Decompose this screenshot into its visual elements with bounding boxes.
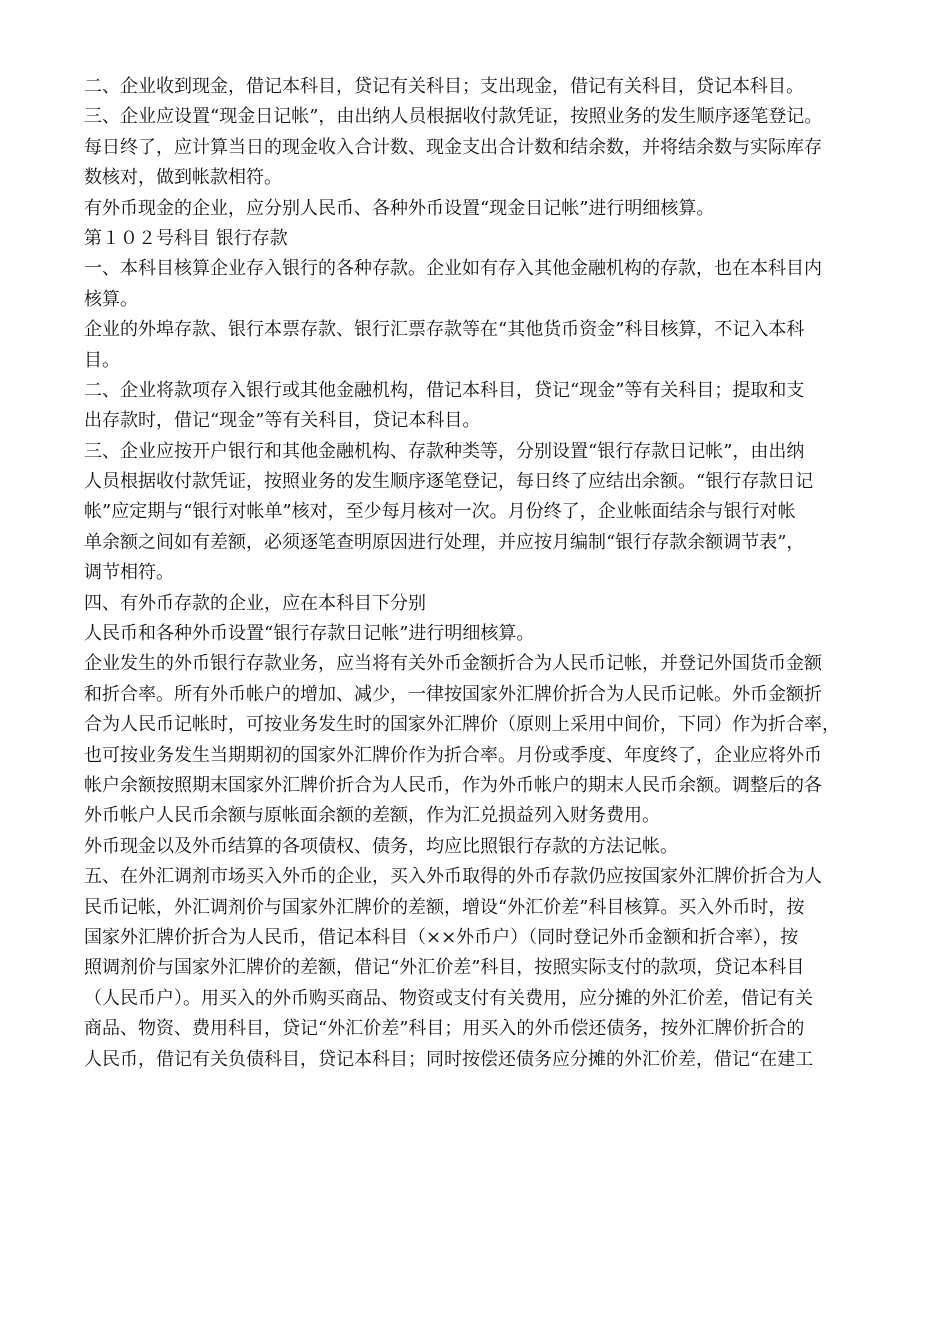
text-line: 每日终了，应计算当日的现金收入合计数、现金支出合计数和结余数，并将结余数与实际库存 [84,136,822,158]
text-line: 核算。 [84,288,138,310]
text-line: 民币记帐，外汇调剂价与国家外汇牌价的差额，增设“外汇价差”科目核算。买入外币时，按 [84,896,805,918]
text-line: 人民币和各种外币设置“银行存款日记帐”进行明细核算。 [84,623,535,645]
text-line: 国家外汇牌价折合为人民币，借记本科目（××外币户）（同时登记外币金额和折合率），按 [84,926,799,948]
text-line: 有外币现金的企业，应分别人民币、各种外币设置“现金日记帐”进行明细核算。 [84,197,715,219]
document-body [84,72,884,1075]
text-line: 三、企业应按开户银行和其他金融机构、存款种类等，分别设置“银行存款日记帐”，由出纳 [84,440,805,462]
text-line: 人民币，借记有关负债科目，贷记本科目；同时按偿还债务应分摊的外汇价差，借记“在建工 [84,1048,814,1070]
text-line: 企业发生的外币银行存款业务，应当将有关外币金额折合为人民币记帐，并登记外国货币金额 [84,653,822,675]
text-line: 五、在外汇调剂市场买入外币的企业，买入外币取得的外币存款仍应按国家外汇牌价折合为人 [84,866,822,888]
text-line: 企业的外埠存款、银行本票存款、银行汇票存款等在“其他货币资金”科目核算，不记入本科 [84,319,805,341]
text-line: 人员根据收付款凭证，按照业务的发生顺序逐笔登记，每日终了应结出余额。“银行存款日记 [84,471,814,493]
text-line: 出存款时，借记“现金”等有关科目，贷记本科目。 [84,410,481,432]
text-line: 照调剂价与国家外汇牌价的差额，借记“外汇价差”科目，按照实际支付的款项，贷记本科目 [84,957,805,979]
text-line: 数核对，做到帐款相符。 [84,167,282,189]
text-line: 二、企业将款项存入银行或其他金融机构，借记本科目，贷记“现金”等有关科目；提取和支 [84,379,805,401]
text-line: 也可按业务发生当期期初的国家外汇牌价作为折合率。月份或季度、年度终了，企业应将外币 [84,744,822,766]
text-line: 单余额之间如有差额，必须逐笔查明原因进行处理，并应按月编制“银行存款余额调节表”， [84,531,805,553]
text-line: 目。 [84,349,120,371]
text-line: 帐”应定期与“银行对帐单”核对，至少每月核对一次。月份终了，企业帐面结余与银行对帐 [84,501,796,523]
text-line: 第１０２号科目 银行存款 [84,227,288,249]
text-line: 商品、物资、费用科目，贷记“外汇价差”科目；用买入的外币偿还债务，按外汇牌价折合的 [84,1018,805,1040]
text-line: 帐户余额按照期末国家外汇牌价折合为人民币，作为外币帐户的期末人民币余额。调整后的各 [84,774,822,796]
text-line: 和折合率。所有外币帐户的增加、减少，一律按国家外汇牌价折合为人民币记帐。外币金额折 [84,683,822,705]
text-line: 一、本科目核算企业存入银行的各种存款。企业如有存入其他金融机构的存款，也在本科目内 [84,258,822,280]
text-line: （人民币户）。用买入的外币购买商品、物资或支付有关费用，应分摊的外汇价差，借记有关 [84,987,813,1009]
text-line: 外币现金以及外币结算的各项债权、债务，均应比照银行存款的方法记帐。 [84,835,678,857]
text-line: 二、企业收到现金，借记本科目，贷记有关科目；支出现金，借记有关科目，贷记本科目。 [84,76,804,97]
text-line: 调节相符。 [84,562,174,584]
text-line: 四、有外币存款的企业，应在本科目下分别 [84,592,426,614]
text-line: 外币帐户人民币余额与原帐面余额的差额，作为汇兑损益列入财务费用。 [84,805,660,827]
text-line: 三、企业应设置“现金日记帐”，由出纳人员根据收付款凭证，按照业务的发生顺序逐笔登记。 [84,106,823,128]
text-line: 合为人民币记帐时，可按业务发生时的国家外汇牌价（原则上采用中间价，下同）作为折合率， [84,714,840,736]
